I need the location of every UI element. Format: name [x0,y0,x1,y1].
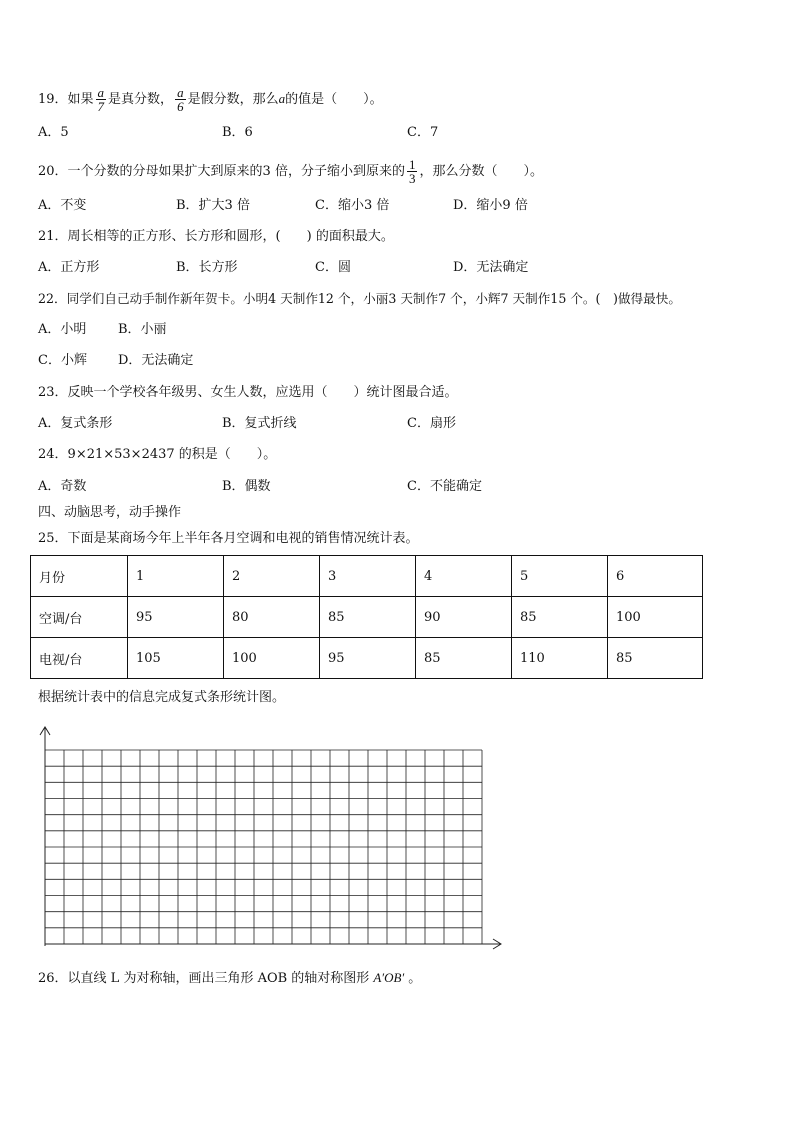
q23-option-a: A．复式条形 [38,416,113,431]
q19-option-b: B．6 [222,125,253,140]
table-cell: 100 [224,638,320,679]
table-row [31,597,703,638]
q22-option-b: B．小丽 [118,322,167,337]
q19-option-c: C．7 [407,125,439,140]
question-25: 25．下面是某商场今年上半年各月空调和电视的销售情况统计表。 [38,531,419,546]
table-cell: 空调/台 [31,597,128,638]
table-cell: 85 [608,638,703,679]
q22-option-a: A．小明 [38,322,87,337]
blank-chart-grid [34,724,506,952]
q19-option-a: A．5 [38,125,69,140]
table-cell: 100 [608,597,703,638]
table-cell: 85 [320,597,416,638]
question-26 [38,969,421,988]
variable-a: a [278,91,286,106]
q20-option-d: D．缩小9 倍 [453,198,528,213]
question-20 [38,158,543,185]
question-21: 21．周长相等的正方形、长方形和圆形，( ) 的面积最大。 [38,229,394,244]
table-cell: 105 [128,638,224,679]
table-cell: 电视/台 [31,638,128,679]
table-cell: 2 [224,556,320,597]
q19-prefix: 19．如果 [38,92,94,107]
table-cell: 5 [512,556,608,597]
q26-tail: 。 [408,971,422,986]
q24-option-b: B．偶数 [222,479,271,494]
question-19 [38,86,383,113]
fraction-one-third: $\frac{1}{3}$ [408,157,416,186]
question-24: 24．9×21×53×2437 的积是（ ）。 [38,447,277,462]
table-cell: 85 [512,597,608,638]
table-cell: 月份 [31,556,128,597]
q20-option-c: C．缩小3 倍 [315,198,390,213]
q19-mid2: 是假分数，那么 [187,92,279,107]
table-cell: 4 [416,556,512,597]
table-cell: 85 [416,638,512,679]
q21-option-b: B．长方形 [176,260,238,275]
table-cell: 3 [320,556,416,597]
sales-table [30,555,703,679]
q20-text: 20．一个分数的分母如果扩大到原来的3 倍，分子缩小到原来的 [38,164,405,179]
section-heading: 四、动脑思考，动手操作 [38,505,182,520]
q23-option-c: C．扇形 [407,416,456,431]
table-row [31,638,703,679]
y-axis-arrow [40,727,50,946]
q26-text: 26．以直线 L 为对称轴，画出三角形 AOB 的轴对称图形 [38,971,370,986]
q19-tail: 的值是（ ）。 [285,92,383,107]
fraction-a-over-6: $\frac{a}{6}$ [177,85,184,114]
table-cell: 110 [512,638,608,679]
question-23: 23．反映一个学校各年级男、女生人数，应选用（ ）统计图最合适。 [38,385,458,400]
q25-instruction: 根据统计表中的信息完成复式条形统计图。 [38,690,286,705]
q20-option-a: A．不变 [38,198,87,213]
q22-option-c: C．小辉 [38,353,87,368]
table-row [31,556,703,597]
q23-option-b: B．复式折线 [222,416,297,431]
table-cell: 90 [416,597,512,638]
table-cell: 95 [320,638,416,679]
q20-option-b: B．扩大3 倍 [176,198,250,213]
q24-option-c: C．不能确定 [407,479,482,494]
q24-option-a: A．奇数 [38,479,87,494]
q21-option-c: C．圆 [315,260,351,275]
q22-option-d: D．无法确定 [118,353,194,368]
fraction-a-over-7: $\frac{a}{7}$ [97,85,105,114]
q21-option-a: A．正方形 [38,260,100,275]
table-cell: 95 [128,597,224,638]
q19-mid1: 是真分数， [108,92,174,107]
table-cell: 80 [224,597,320,638]
q20-tail: ，那么分数（ ）。 [419,164,543,179]
table-cell: 1 [128,556,224,597]
table-cell: 6 [608,556,703,597]
q26-math-triangle: A′OB′ [373,970,405,985]
q21-option-d: D．无法确定 [453,260,529,275]
question-22: 22．同学们自己动手制作新年贺卡。小明4 天制作12 个，小丽3 天制作7 个，小辉7 天制作15 个。( )做得最快。 [38,291,681,306]
